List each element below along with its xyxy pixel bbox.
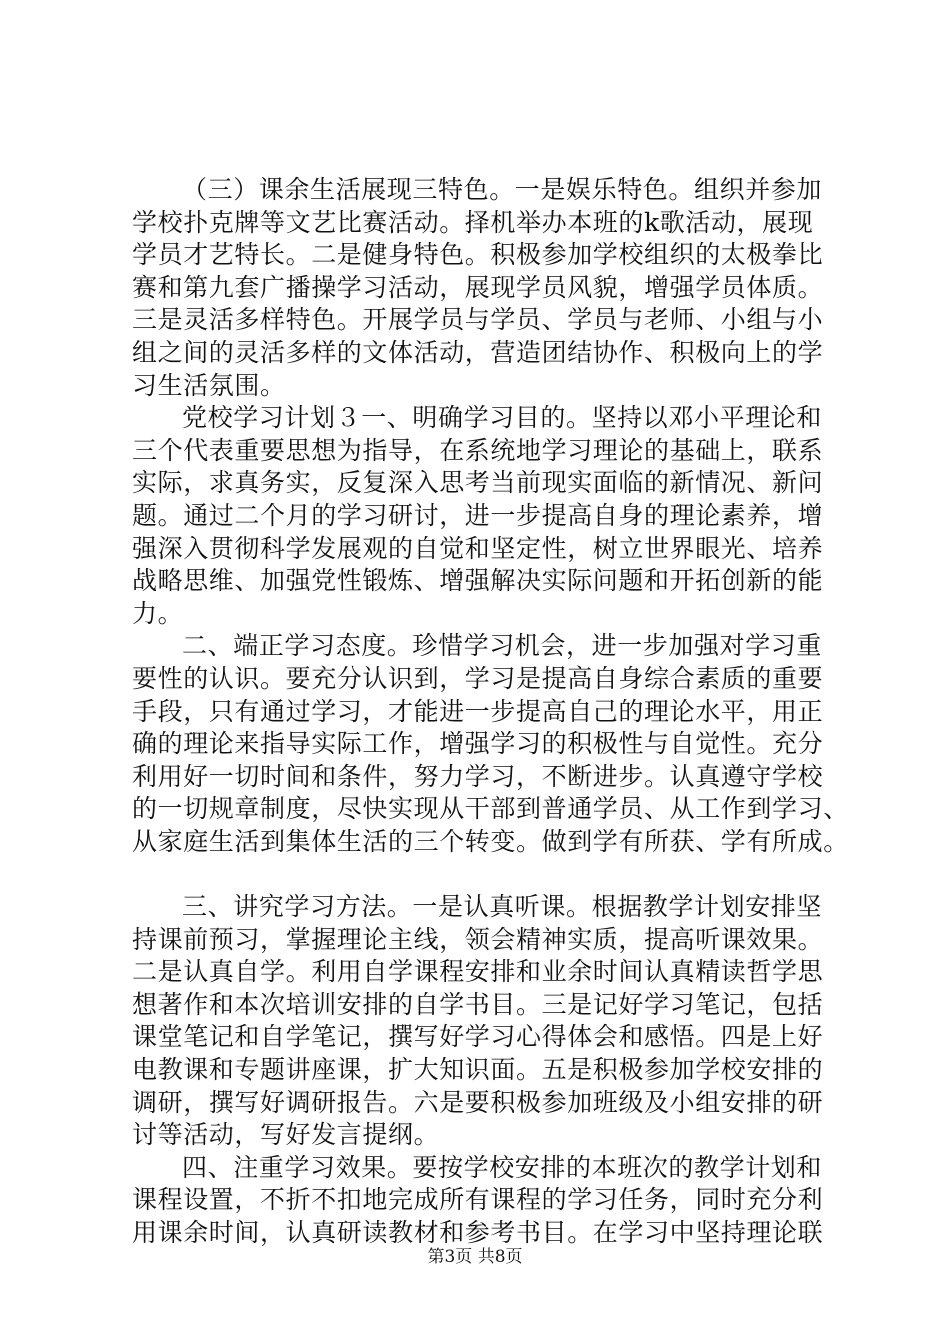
paragraph-line: 强深入贯彻科学发展观的自觉和坚定性，树立世界眼光、培养 — [132, 533, 824, 563]
paragraph-line: 三是灵活多样特色。开展学员与学员、学员与老师、小组与小 — [132, 305, 824, 335]
paragraph-line: 战略思维、加强党性锻炼、增强解决实际问题和开拓创新的能 — [132, 566, 824, 596]
paragraph-line: 的一切规章制度，尽快实现从干部到普通学员、从工作到学习、 — [132, 794, 849, 824]
paragraph-line: 手段，只有通过学习，才能进一步提高自己的理论水平，用正 — [132, 696, 824, 726]
paragraph-line: 力。 — [132, 598, 184, 628]
paragraph-line: 利用好一切时间和条件，努力学习，不断进步。认真遵守学校 — [132, 761, 824, 791]
paragraph-line: 三个代表重要思想为指导，在系统地学习理论的基础上，联系 — [132, 435, 824, 465]
paragraph-line: 二是认真自学。利用自学课程安排和业余时间认真精读哲学思 — [132, 957, 824, 987]
paragraph-line: 党校学习计划３一、明确学习目的。坚持以邓小平理论和 — [182, 403, 823, 433]
paragraph-gap — [132, 858, 832, 891]
paragraph-line: 实际，求真务实，反复深入思考当前现实面临的新情况、新问 — [132, 468, 824, 498]
paragraph-line: 想著作和本次培训安排的自学书目。三是记好学习笔记，包括 — [132, 989, 824, 1019]
paragraph-line: 课堂笔记和自学笔记，撰写好学习心得体会和感悟。四是上好 — [132, 1022, 824, 1052]
paragraph-line: 赛和第九套广播操学习活动，展现学员风貌，增强学员体质。 — [132, 272, 824, 302]
document-body — [132, 174, 849, 1250]
paragraph-line: 题。通过二个月的学习研讨，进一步提高自身的理论素养，增 — [132, 500, 824, 530]
paragraph-line: 组之间的灵活多样的文体活动，营造团结协作、积极向上的学 — [132, 337, 824, 367]
page-number-footer: 第3页 共8页 — [427, 1247, 523, 1267]
paragraph-line: 讨等活动，写好发言提纲。 — [132, 1120, 440, 1150]
paragraph-line: 要性的认识。要充分认识到，学习是提高自身综合素质的重要 — [132, 663, 824, 693]
paragraph-line: （三）课余生活展现三特色。一是娱乐特色。组织并参加 — [182, 175, 823, 204]
paragraph-line: 调研，撰写好调研报告。六是要积极参加班级及小组安排的研 — [132, 1087, 824, 1117]
paragraph-line: 课程设置，不折不扣地完成所有课程的学习任务，同时充分利 — [132, 1185, 824, 1215]
paragraph-line: 用课余时间，认真研读教材和参考书目。在学习中坚持理论联 — [132, 1218, 824, 1247]
paragraph-line: 三、讲究学习方法。一是认真听课。根据教学计划安排坚 — [182, 892, 823, 922]
paragraph-line: 四、注重学习效果。要按学校安排的本班次的教学计划和 — [182, 1152, 823, 1182]
paragraph-line: 学校扑克牌等文艺比赛活动。择机举办本班的k歌活动，展现 — [132, 207, 814, 237]
paragraph-line: 持课前预习，掌握理论主线，领会精神实质，提高听课效果。 — [132, 924, 824, 954]
paragraph-line: 电教课和专题讲座课，扩大知识面。五是积极参加学校安排的 — [132, 1055, 824, 1085]
paragraph-line: 确的理论来指导实际工作，增强学习的积极性与自觉性。充分 — [132, 729, 824, 759]
paragraph-line: 二、端正学习态度。珍惜学习机会，进一步加强对学习重 — [182, 631, 823, 661]
paragraph-line: 从家庭生活到集体生活的三个转变。做到学有所获、学有所成。 — [132, 826, 849, 856]
paragraph-line: 学员才艺特长。二是健身特色。积极参加学校组织的太极拳比 — [132, 240, 824, 270]
paragraph-line: 习生活氛围。 — [132, 370, 286, 400]
